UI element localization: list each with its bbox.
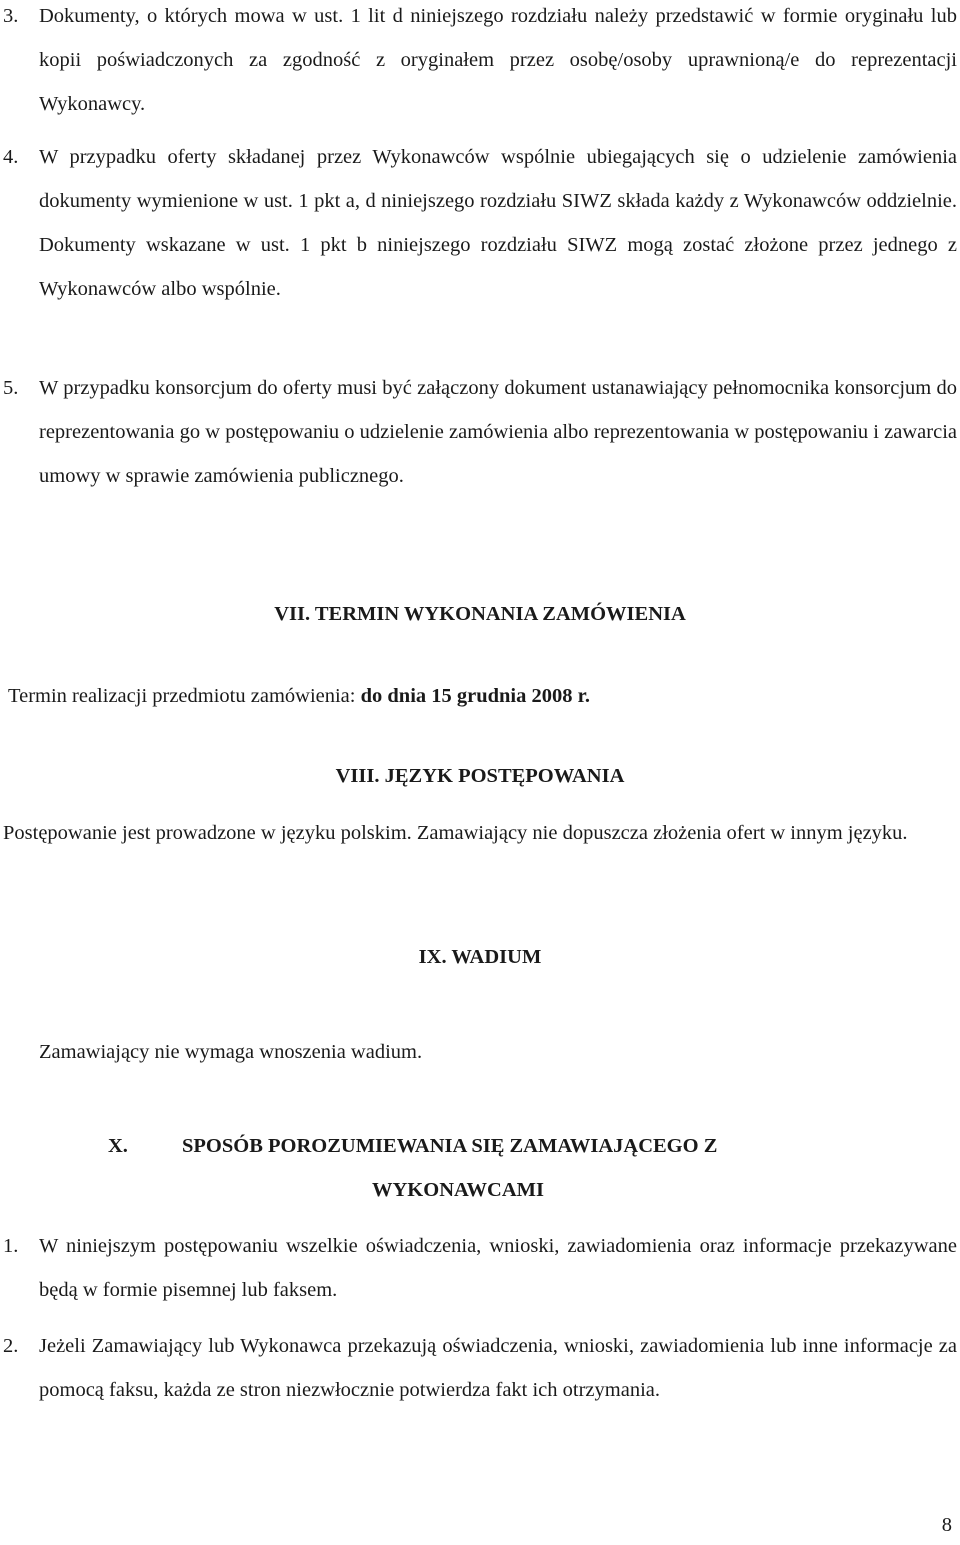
list-item-number: 1.: [3, 1235, 19, 1257]
list-item-text: Jeżeli Zamawiający lub Wykonawca przekazują oświadczenia, wnioski, zawiadomienia lub inne informacje za pomocą faksu, każda ze stron niezwłocznie potwierdza fakt ich otrzymania.: [39, 1335, 957, 1401]
section-vii-text: [8, 674, 948, 718]
section-heading-vii: VII. TERMIN WYKONANIA ZAMÓWIENIA: [274, 603, 686, 625]
list-item-number: 5.: [3, 377, 19, 399]
list-item-number: 3.: [3, 5, 19, 27]
section-ix-text: Zamawiający nie wymaga wnoszenia wadium.: [39, 1041, 423, 1063]
section-x-title-line1: SPOSÓB POROZUMIEWANIA SIĘ ZAMAWIAJĄCEGO Z: [182, 1135, 718, 1157]
list-item: [0, 135, 957, 311]
list-item: [0, 0, 957, 126]
section-heading-viii: VIII. JĘZYK POSTĘPOWANIA: [335, 765, 625, 787]
list-item-number: 4.: [3, 146, 19, 168]
deadline-label: Termin realizacji przedmiotu zamówienia:: [8, 685, 361, 707]
list-item: [0, 366, 957, 498]
list-item-number: 2.: [3, 1335, 19, 1357]
list-item-text: W przypadku konsorcjum do oferty musi być załączony dokument ustanawiający pełnomocnika konsorcjum do reprezentowania go w postępowaniu o udzielenie zamówienia albo reprezentowania w postępowaniu i zawarcia umowy w sprawie zamówienia publicznego.: [39, 377, 957, 487]
page-number: 8: [941, 1514, 952, 1536]
section-x-title-line2: WYKONAWCAMI: [372, 1179, 544, 1201]
list-item-text: Dokumenty, o których mowa w ust. 1 lit d niniejszego rozdziału należy przedstawić w formie oryginału lub kopii poświadczonych za zgodność z oryginałem przez osobę/osoby uprawnioną/e do reprezentacji Wykonawcy.: [39, 5, 957, 115]
list-item: [0, 1224, 957, 1312]
list-item-text: W niniejszym postępowaniu wszelkie oświadczenia, wnioski, zawiadomienia oraz informacje przekazywane będą w formie pisemnej lub faksem.: [39, 1235, 957, 1301]
section-x-number: X.: [108, 1135, 128, 1157]
deadline-value: do dnia 15 grudnia 2008 r.: [360, 685, 590, 707]
section-heading-ix: IX. WADIUM: [418, 946, 542, 968]
list-item: [0, 1324, 957, 1412]
section-viii-text: Postępowanie jest prowadzone w języku polskim. Zamawiający nie dopuszcza złożenia ofert w innym języku.: [3, 822, 908, 844]
list-item-text: W przypadku oferty składanej przez Wykonawców wspólnie ubiegających się o udzielenie zamówienia dokumenty wymienione w ust. 1 pkt a, d niniejszego rozdziału SIWZ składa każdy z Wykonawców oddzielnie. Dokumenty wskazane w ust. 1 pkt b niniejszego rozdziału SIWZ mogą zostać złożone przez jednego z Wykonawców albo wspólnie.: [39, 146, 957, 300]
